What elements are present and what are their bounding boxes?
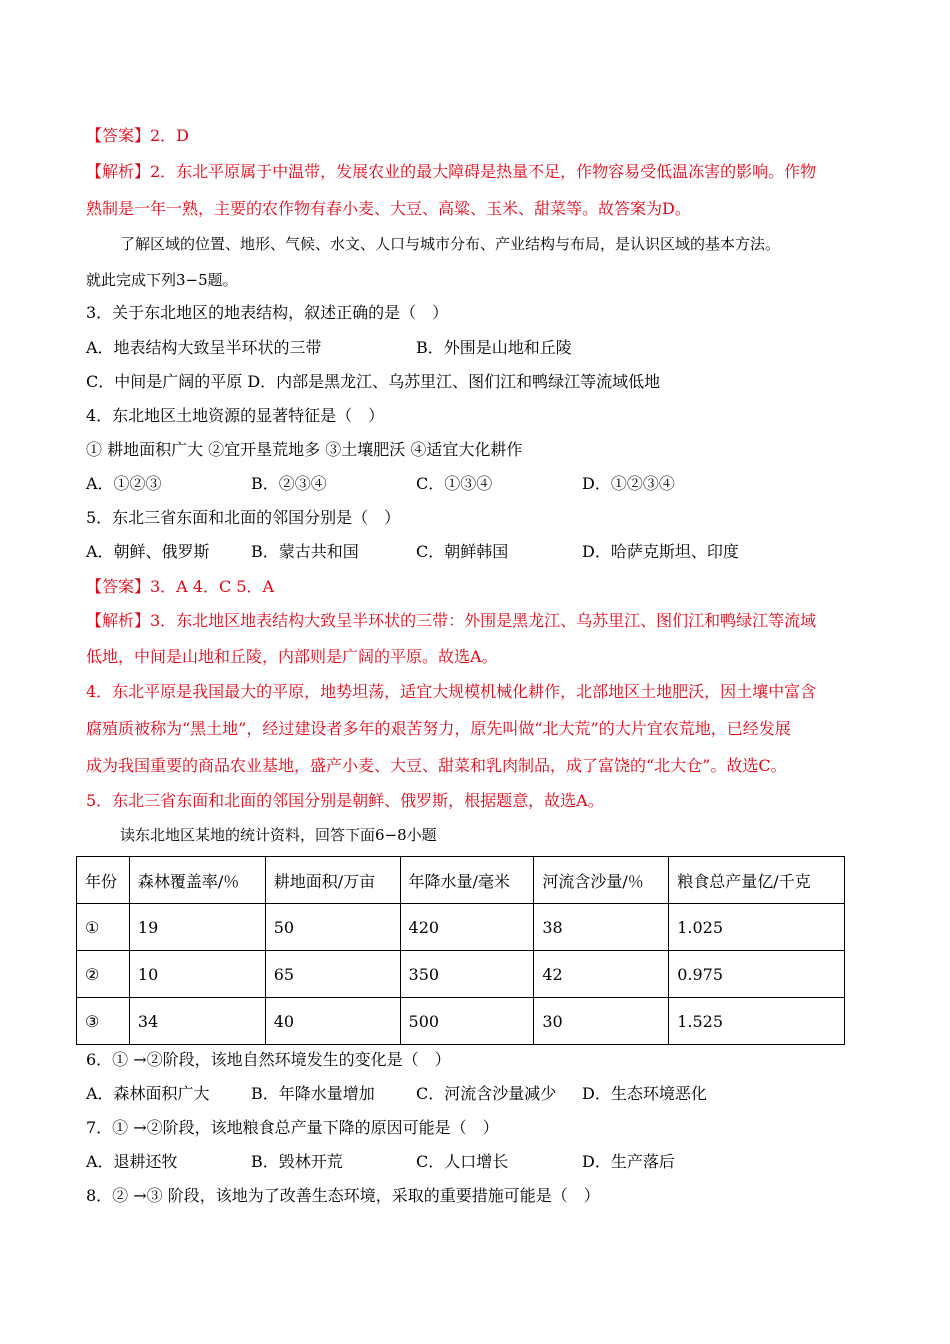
table-row (77, 951, 845, 998)
question-stem: 4．东北地区土地资源的显著特征是（ ） (86, 406, 385, 425)
statistics-table (76, 856, 845, 1045)
analysis-text: 低地，中间是山地和丘陵，内部则是广阔的平原。故选A。 (86, 647, 498, 666)
option-b: B．毁林开荒 (251, 1152, 343, 1171)
option-d: D．哈萨克斯坦、印度 (582, 542, 739, 561)
analysis-text: 【解析】2．东北平原属于中温带，发展农业的最大障碍是热量不足，作物容易受低温冻害的影响。作物 (86, 162, 817, 181)
table-cell: 19 (129, 904, 265, 951)
option-c: C．朝鲜韩国 (416, 542, 509, 561)
intro-text: 了解区域的位置、地形、气候、水文、人口与城市分布、产业结构与布局，是认识区域的基本方法。 (120, 235, 781, 253)
table-cell: 350 (400, 951, 534, 998)
option-b: B．②③④ (251, 474, 327, 493)
question-stem: 3．关于东北地区的地表结构，叙述正确的是（ ） (86, 303, 449, 322)
option-a: A．森林面积广大 (86, 1084, 210, 1103)
question-stem: 7．① →②阶段，该地粮食总产量下降的原因可能是（ ） (86, 1118, 499, 1137)
table-cell: 1.525 (669, 998, 845, 1045)
table-cell: ③ (77, 998, 130, 1045)
table-cell: 65 (265, 951, 400, 998)
answer-label: 【答案】2．D (86, 126, 190, 145)
table-cell: 420 (400, 904, 534, 951)
option-a: A．朝鲜、俄罗斯 (86, 542, 210, 561)
question-stem: 5．东北三省东面和北面的邻国分别是（ ） (86, 508, 401, 527)
table-cell: 1.025 (669, 904, 845, 951)
option-cd: C．中间是广阔的平原 D．内部是黑龙江、乌苏里江、图们江和鸭绿江等流域低地 (86, 372, 661, 391)
table-cell: 50 (265, 904, 400, 951)
analysis-text: 4．东北平原是我国最大的平原，地势坦荡，适宜大规模机械化耕作，北部地区土地肥沃，因土壤中富含 (86, 682, 817, 701)
table-header-cell: 年降水量/毫米 (400, 857, 534, 904)
option-c: C．①③④ (416, 474, 493, 493)
table-header-cell: 河流含沙量/％ (534, 857, 669, 904)
table-cell: ② (77, 951, 130, 998)
table-row (77, 904, 845, 951)
analysis-text: 【解析】3．东北地区地表结构大致呈半环状的三带：外围是黑龙江、乌苏里江、图们江和鸭绿江等流域 (86, 611, 817, 630)
option-d: D．①②③④ (582, 474, 675, 493)
analysis-text: 成为我国重要的商品农业基地，盛产小麦、大豆、甜菜和乳肉制品，成了富饶的“北大仓”。故选C。 (86, 756, 787, 775)
question-items: ① 耕地面积广大 ②宜开垦荒地多 ③土壤肥沃 ④适宜大化耕作 (86, 440, 523, 459)
table-row (77, 998, 845, 1045)
table-cell: 0.975 (669, 951, 845, 998)
option-b: B．年降水量增加 (251, 1084, 375, 1103)
option-a: A．退耕还牧 (86, 1152, 178, 1171)
table-header-cell: 粮食总产量亿/千克 (669, 857, 845, 904)
question-stem: 8．② →③ 阶段，该地为了改善生态环境，采取的重要措施可能是（ ） (86, 1186, 600, 1205)
analysis-text: 腐殖质被称为“黑土地”，经过建设者多年的艰苦努力，原先叫做“北大荒”的大片宜农荒地，已经发展 (86, 719, 791, 738)
table-header-row (77, 857, 845, 904)
question-stem: 6．① →②阶段，该地自然环境发生的变化是（ ） (86, 1050, 451, 1069)
option-d: D．生产落后 (582, 1152, 675, 1171)
table-cell: 34 (129, 998, 265, 1045)
option-b: B．外围是山地和丘陵 (416, 338, 572, 357)
table-cell: 500 (400, 998, 534, 1045)
option-a: A．地表结构大致呈半环状的三带 (86, 338, 322, 357)
intro-6-8: 读东北地区某地的统计资料，回答下面6−8小题 (120, 826, 437, 844)
option-a: A．①②③ (86, 474, 162, 493)
answer-label: 【答案】3．A 4．C 5．A (86, 577, 275, 596)
table-header-cell: 森林覆盖率/％ (129, 857, 265, 904)
intro-text: 就此完成下列3−5题。 (86, 271, 238, 289)
table-cell: ① (77, 904, 130, 951)
option-c: C．河流含沙量减少 (416, 1084, 557, 1103)
option-d: D．生态环境恶化 (582, 1084, 707, 1103)
option-b: B．蒙古共和国 (251, 542, 359, 561)
table-header-cell: 年份 (77, 857, 130, 904)
table-cell: 38 (534, 904, 669, 951)
analysis-text: 熟制是一年一熟，主要的农作物有春小麦、大豆、高粱、玉米、甜菜等。故答案为D。 (86, 199, 691, 218)
table-header-cell: 耕地面积/万亩 (265, 857, 400, 904)
table-cell: 42 (534, 951, 669, 998)
table-cell: 30 (534, 998, 669, 1045)
table-cell: 40 (265, 998, 400, 1045)
analysis-text: 5．东北三省东面和北面的邻国分别是朝鲜、俄罗斯，根据题意，故选A。 (86, 791, 604, 810)
option-c: C．人口增长 (416, 1152, 509, 1171)
table-cell: 10 (129, 951, 265, 998)
